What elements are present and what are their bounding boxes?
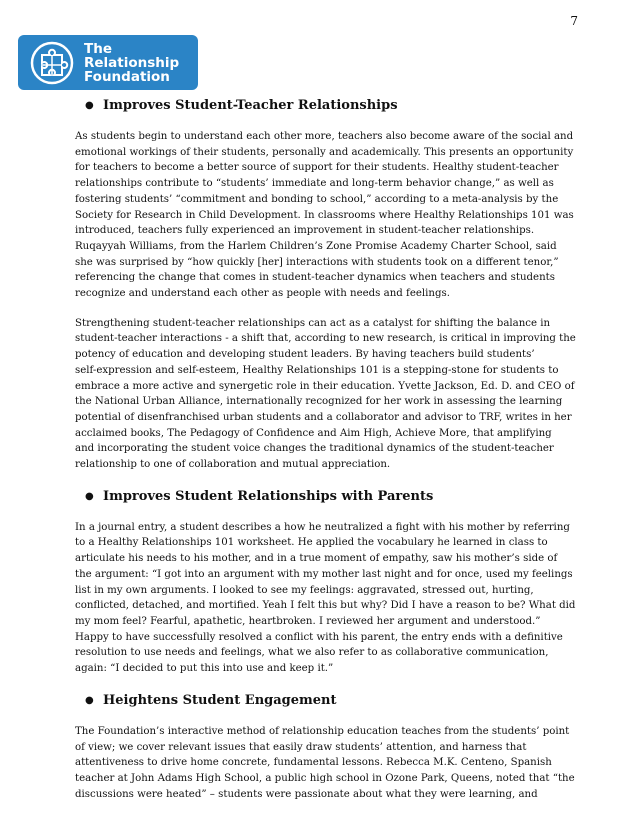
logo-line-1: The [84, 40, 112, 57]
bullet-icon: ● [85, 694, 94, 706]
text-line: Society for Research in Child Development. In classrooms where Healthy Relationships 101 was [75, 209, 574, 221]
relationship-foundation-logo [18, 35, 198, 90]
section-heading-text: Improves Student-Teacher Relationships [103, 98, 398, 113]
text-line: for teachers to become a better source of support for their students. Healthy student-teacher [75, 162, 559, 174]
text-line: relationship to one of collaboration and mutual appreciation. [75, 459, 391, 471]
text-line: and incorporating the student voice changes the traditional dynamics of the student-teacher [75, 443, 554, 455]
paragraph [75, 316, 576, 473]
text-line: teacher at John Adams High School, a public high school in Ozone Park, Queens, noted that “the [75, 772, 575, 784]
section-heading [75, 691, 570, 711]
text-line: she was surprised by “how quickly [her] interactions with students took on a different tenor,” [75, 256, 559, 268]
logo-wordmark [84, 42, 179, 84]
text-line: relationships contribute to “students’ immediate and long-term behavior change,” as well as [75, 178, 554, 190]
text-line: student-teacher interactions - a shift that, according to new research, is critical in improving the [75, 333, 576, 345]
text-line: fostering students’ “commitment and bonding to school,” according to a meta-analysis by the [75, 193, 559, 205]
paragraph [75, 129, 574, 302]
text-line: referencing the change that comes in student-teacher dynamics when teachers and students [75, 272, 555, 284]
logo-line-3: Foundation [84, 68, 170, 85]
bullet-icon: ● [85, 100, 94, 111]
text-line: the argument: “I got into an argument with my mother last night and for once, used my feelings [75, 568, 573, 580]
text-line: conflicted, detached, and mortified. Yeah I felt this but why? Did I have a reason to be? What did [75, 600, 576, 612]
page-number: 7 [570, 14, 578, 28]
text-line: to a Healthy Relationships 101 worksheet. He applied the vocabulary he learned in class to [75, 537, 548, 549]
text-line: discussions were heated” – students were passionate about what they were learning, and [75, 788, 538, 800]
text-line: my mom feel? Fearful, apathetic, heartbroken. I reviewed her argument and understood.” [75, 615, 541, 627]
text-line: again: “I decided to put this into use and keep it.” [75, 663, 334, 675]
text-line: attentiveness to drive home concrete, fundamental lessons. Rebecca M.K. Centeno, Spanish [75, 757, 552, 769]
document-body [75, 96, 576, 802]
section-heading [75, 96, 570, 116]
text-line: Happy to have successfully resolved a conflict with his parent, the entry ends with a definitive [75, 631, 563, 643]
puzzle-globe-icon [30, 41, 74, 85]
text-line: resolution to use needs and feelings, what we also refer to as collaborative communication, [75, 647, 549, 659]
text-line: emotional workings of their students, personally and academically. This presents an opportunity [75, 146, 574, 158]
text-line: In a journal entry, a student describes a how he neutralized a fight with his mother by referring [75, 521, 570, 533]
text-line: embrace a more active and synergetic role in their education. Yvette Jackson, Ed. D. and CEO of [75, 380, 575, 392]
paragraph [75, 724, 575, 803]
text-line: self-expression and self-esteem, Healthy Relationships 101 is a stepping-stone for students to [75, 364, 559, 376]
paragraph [75, 520, 576, 677]
text-line: acclaimed books, The Pedagogy of Confidence and Aim High, Achieve More, that amplifying [75, 427, 552, 439]
text-line: potency of education and developing student leaders. By having teachers build students’ [75, 349, 535, 361]
text-line: potential of disenfranchised urban students and a collaborator and advisor to TRF, writes in her [75, 411, 572, 423]
text-line: articulate his needs to his mother, and in a true moment of empathy, saw his mother’s side of [75, 553, 558, 565]
text-line: the National Urban Alliance, internationally recognized for her work in assessing the learning [75, 396, 563, 408]
section-heading [75, 487, 570, 507]
text-line: The Foundation’s interactive method of relationship education teaches from the students’ point [75, 725, 570, 737]
text-line: of view; we cover relevant issues that easily draw students’ attention, and harness that [75, 741, 527, 753]
text-line: Strengthening student-teacher relationships can act as a catalyst for shifting the balance in [75, 317, 551, 329]
bullet-icon: ● [85, 490, 94, 502]
text-line: introduced, teachers fully experienced an improvement in student-teacher relationships. [75, 225, 535, 237]
text-line: recognize and understand each other as people with needs and feelings. [75, 288, 450, 300]
text-line: list in my own arguments. I looked to see my feelings: aggravated, stressed out, hurting, [75, 584, 534, 596]
text-line: As students begin to understand each other more, teachers also become aware of the social and [75, 131, 574, 142]
section-heading-text: Heightens Student Engagement [103, 692, 337, 708]
section-heading-text: Improves Student Relationships with Parents [103, 488, 434, 504]
text-line: Ruqayyah Williams, from the Harlem Children’s Zone Promise Academy Charter School, said [75, 240, 557, 252]
logo-line-2: Relationship [84, 54, 180, 71]
